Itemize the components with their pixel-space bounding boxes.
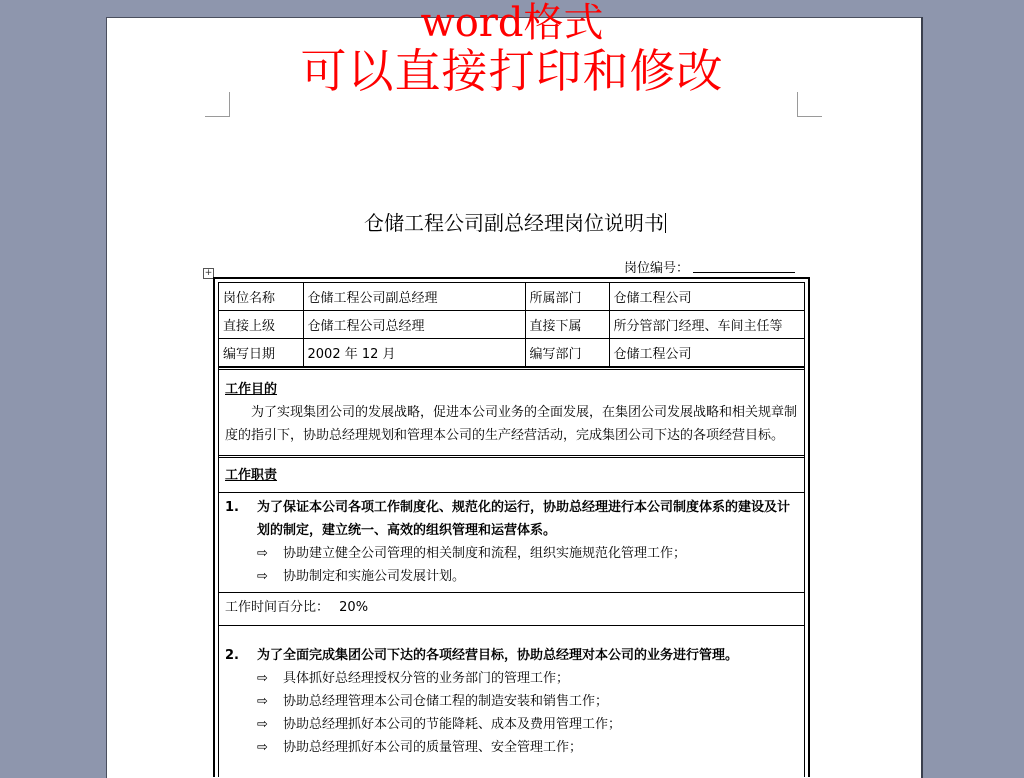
info-label: 所属部门 (525, 283, 609, 311)
arrow-right-icon: ⇨ (257, 671, 268, 686)
purpose-title: 工作目的 (225, 382, 278, 397)
duty-heading: 为了保证本公司各项工作制度化、规范化的运行，协助总经理进行本公司制度体系的建设及计划的制定，建立统一、高效的组织管理和运营体系。 (257, 500, 791, 538)
duty-bullet (225, 565, 799, 588)
duty-bullet (225, 542, 799, 565)
bullet-text: 协助建立健全公司管理的相关制度和流程，组织实施规范化管理工作； (283, 546, 687, 561)
info-row-position (219, 283, 804, 311)
duty-number: 1. (225, 500, 239, 515)
time-percentage-value: 20% (339, 600, 369, 615)
bullet-text: 协助制定和实施公司发展计划。 (283, 569, 466, 584)
table-inner-border (218, 282, 805, 777)
position-number-label: 岗位编号： (624, 261, 690, 276)
duty-heading: 为了全面完成集团公司下达的各项经营目标，协助总经理对本公司的业务进行管理。 (257, 648, 739, 663)
info-row-date (219, 339, 804, 367)
arrow-right-icon: ⇨ (257, 569, 268, 584)
time-percentage-label: 工作时间百分比： (225, 600, 330, 615)
watermark-word-format: word格式 (420, 0, 604, 46)
job-description-table (213, 277, 810, 777)
arrow-right-icon: ⇨ (257, 740, 268, 755)
duties-title-row (219, 458, 804, 493)
margin-corner-mark-left (205, 92, 230, 117)
purpose-section (219, 367, 804, 455)
duty-bullet (225, 667, 799, 690)
position-number-field[interactable] (624, 257, 795, 276)
info-label: 岗位名称 (219, 283, 303, 311)
bullet-text: 协助总经理管理本公司仓储工程的制造安装和销售工作； (283, 694, 609, 709)
info-label: 编写部门 (525, 339, 609, 367)
duty-bullet (225, 736, 799, 759)
text-cursor (665, 213, 666, 233)
document-title[interactable]: 仓储工程公司副总经理岗位说明书 (364, 211, 664, 235)
info-label: 直接上级 (219, 311, 303, 339)
info-value[interactable]: 所分管部门经理、车间主任等 (609, 311, 804, 339)
table-move-handle-icon[interactable]: + (204, 268, 213, 278)
info-label: 直接下属 (525, 311, 609, 339)
duty-number: 2. (225, 648, 239, 663)
info-row-superior (219, 311, 804, 339)
arrow-right-icon: ⇨ (257, 546, 268, 561)
duties-section (219, 455, 804, 759)
bullet-text: 具体抓好总经理授权分管的业务部门的管理工作； (283, 671, 570, 686)
duty-bullet (225, 713, 799, 736)
bullet-text: 协助总经理抓好本公司的质量管理、安全管理工作； (283, 740, 583, 755)
arrow-right-icon: ⇨ (257, 717, 268, 732)
bullet-text: 协助总经理抓好本公司的节能降耗、成本及费用管理工作； (283, 717, 622, 732)
arrow-right-icon: ⇨ (257, 694, 268, 709)
duty-item-1[interactable] (219, 493, 804, 593)
info-value[interactable]: 2002 年 12 月 (303, 339, 525, 367)
info-label: 编写日期 (219, 339, 303, 367)
info-value[interactable]: 仓储工程公司副总经理 (303, 283, 525, 311)
purpose-text[interactable]: 为了实现集团公司的发展战略，促进本公司业务的全面发展，在集团公司发展战略和相关规章制度的指引下，协助总经理规划和管理本公司的生产经营活动，完成集团公司下达的各项经营目标。 (225, 405, 798, 443)
margin-corner-mark-right (797, 92, 822, 117)
info-value[interactable]: 仓储工程公司 (609, 339, 804, 367)
watermark-printable-editable: 可以直接打印和修改 (300, 44, 724, 98)
info-value[interactable]: 仓储工程公司总经理 (303, 311, 525, 339)
position-number-blank[interactable] (693, 260, 795, 273)
duties-title: 工作职责 (225, 468, 278, 483)
duty-bullet (225, 690, 799, 713)
time-percentage-row[interactable] (219, 593, 804, 626)
info-value[interactable]: 仓储工程公司 (609, 283, 804, 311)
duty-item-2[interactable] (219, 626, 804, 759)
info-table (219, 283, 804, 367)
